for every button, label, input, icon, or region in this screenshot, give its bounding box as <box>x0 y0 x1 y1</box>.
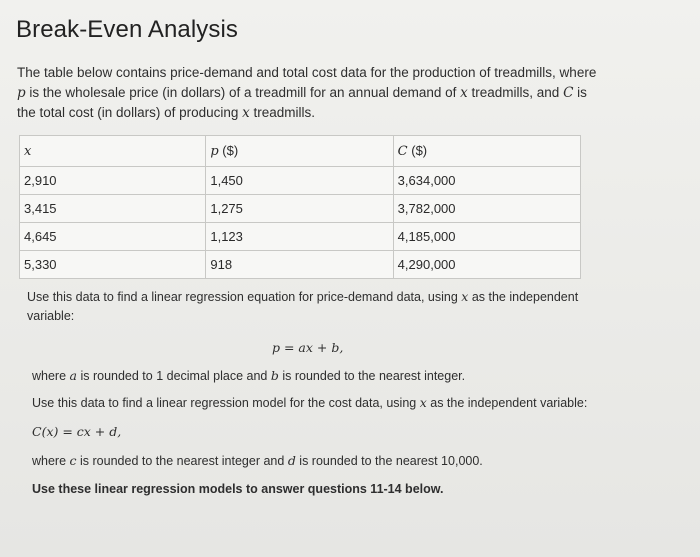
cell-x: 2,910 <box>20 167 206 195</box>
header-x: x <box>20 136 206 167</box>
intro-text-1: The table below contains price-demand and total cost data for the production of treadmills, where <box>17 65 597 80</box>
equation-price-demand: p = ax + b, <box>272 340 344 355</box>
intro-text-4: is the total cost (in dollars) of producing <box>17 85 587 120</box>
cell-x: 3,415 <box>20 195 206 223</box>
table-row <box>20 223 581 251</box>
final-instruction: Use these linear regression models to answer questions 11-14 below. <box>32 482 444 496</box>
cell-x: 4,645 <box>20 223 206 251</box>
var-x: x <box>242 105 250 121</box>
cell-p: 1,123 <box>206 223 393 251</box>
intro-text-3: treadmills, and <box>467 85 564 100</box>
var-x: x <box>460 85 468 101</box>
cell-c: 3,634,000 <box>393 167 580 195</box>
data-table <box>19 135 581 279</box>
cell-p: 918 <box>206 251 393 279</box>
header-c: C ($) <box>393 136 580 167</box>
intro-text-2: is the wholesale price (in dollars) of a treadmill for an annual demand of <box>25 85 461 100</box>
cell-c: 3,782,000 <box>393 195 580 223</box>
cell-x: 5,330 <box>20 251 206 279</box>
intro-paragraph <box>17 63 607 123</box>
cell-p: 1,275 <box>206 195 393 223</box>
cell-p: 1,450 <box>206 167 393 195</box>
table-row <box>20 167 581 195</box>
header-p: p ($) <box>206 136 393 167</box>
cell-c: 4,185,000 <box>393 223 580 251</box>
equation-cost: C(x) = cx + d, <box>32 424 122 439</box>
instruction-cost: Use this data to find a linear regression model for the cost data, using x as the independent variable: <box>32 395 588 410</box>
cell-c: 4,290,000 <box>393 251 580 279</box>
table-header-row <box>20 136 581 167</box>
table-row <box>20 195 581 223</box>
page-title: Break-Even Analysis <box>16 16 239 43</box>
var-c: C <box>563 85 574 101</box>
instruction-price-demand: Use this data to find a linear regression equation for price-demand data, using x as the independent variable: <box>27 289 579 323</box>
table-row <box>20 251 581 279</box>
var-p: p <box>17 85 26 101</box>
rounding-note-1: where a is rounded to 1 decimal place and b is rounded to the nearest integer. <box>32 368 466 383</box>
intro-text-5: treadmills. <box>249 105 316 120</box>
rounding-note-2: where c is rounded to the nearest integer and d is rounded to the nearest 10,000. <box>32 453 483 468</box>
